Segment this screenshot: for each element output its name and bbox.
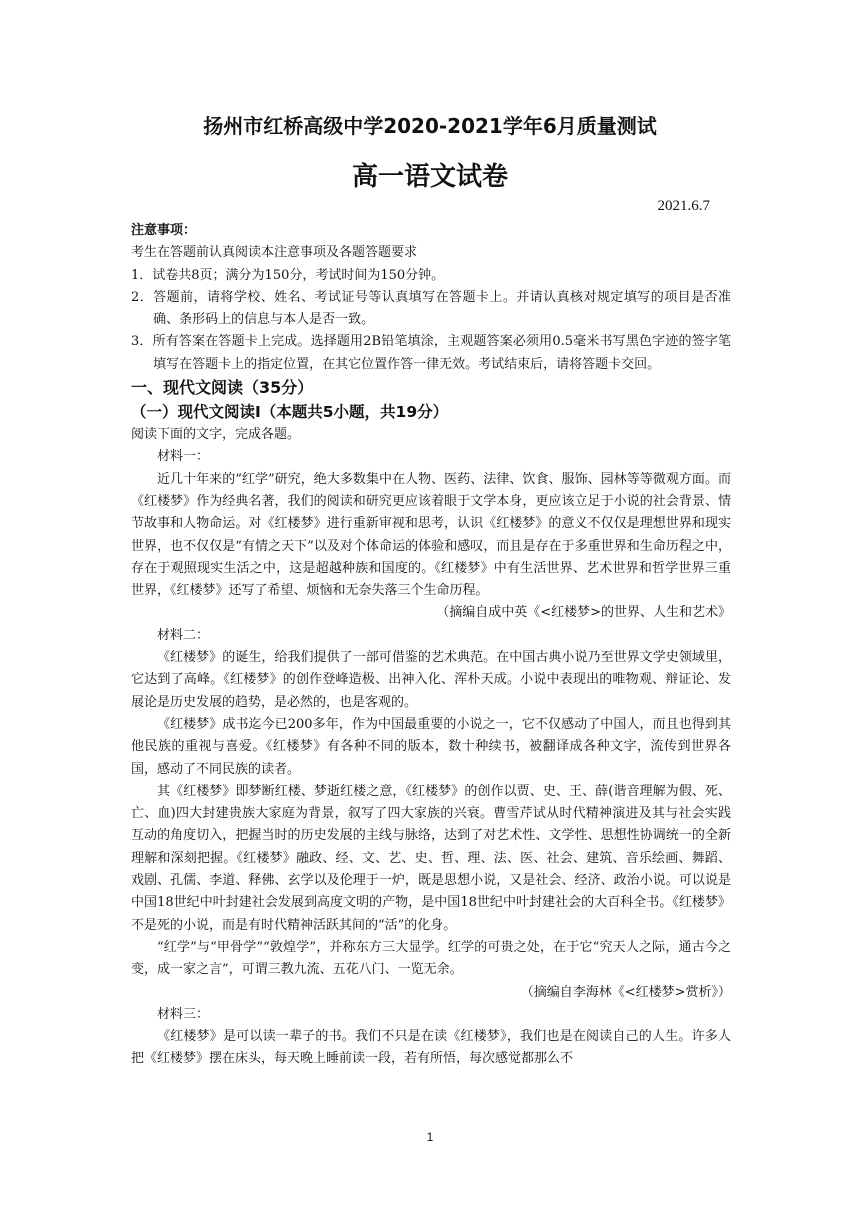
notice-item-1: 1．试卷共8页；满分为150分，考试时间为150分钟。 xyxy=(131,267,445,283)
notice-heading: 注意事项： xyxy=(131,223,197,238)
source-citation: （摘编自李海林《<红楼梦>赏析》） xyxy=(520,984,731,1000)
notice-intro: 考生在答题前认真阅读本注意事项及各题答题要求 xyxy=(131,245,418,261)
page-number: 1 xyxy=(426,1130,434,1144)
exam-content xyxy=(131,220,731,1071)
paragraph: 《红楼梦》的诞生，给我们提供了一部可借鉴的艺术典范。在中国古典小说乃至世界文学史领域里，它达到了高峰。《红楼梦》的创作登峰造极、出神入化、浑朴天成。小说中表现出的唯物观、辩证论、发展论是历史发展的趋势，是必然的，也是客观的。 xyxy=(131,650,731,710)
reading-instruction: 阅读下面的文字，完成各题。 xyxy=(131,427,301,443)
paragraph: 《红楼梦》成书迄今已200多年，作为中国最重要的小说之一，它不仅感动了中国人，而且也得到其他民族的重视与喜爱。《红楼梦》有各种不同的版本，数十种续书，被翻译成各种文字，流传到世界各国，感动了不同民族的读者。 xyxy=(131,716,731,777)
paragraph: “红学”与“甲骨学”“敦煌学”，并称东方三大显学。红学的可贵之处，在于它“究天人之际，通古今之变，成一家之言”，可谓三教九流、五花八门、一览无余。 xyxy=(131,939,731,978)
subsection-heading: （一）现代文阅读Ⅰ（本题共5小题，共19分） xyxy=(131,403,449,422)
material-label: 材料三： xyxy=(157,1006,210,1022)
exam-title: 扬州市红桥高级中学2020-2021学年6月质量测试 xyxy=(203,114,657,138)
paragraph: 近几十年来的“红学”研究，绝大多数集中在人物、医药、法律、饮食、服饰、园林等等微观方面。而《红楼梦》作为经典名著，我们的阅读和研究更应该着眼于文学本身，更应该立足于小说的社会背景、情节故事和人物命运。对《红楼梦》进行重新审视和思考，认识《红楼梦》的意义不仅仅是理想世界和现实世界，也不仅仅是“有情之天下”以及对个体命运的体验和感叹，而且是存在于多重世界和生命历程之中，存在于观照现实生活之中，这是超越种族和国度的。《红楼梦》中有生活世界、艺术世界和哲学世界三重世界，《红楼梦》还写了希望、烦恼和无奈失落三个生命历程。 xyxy=(131,471,731,599)
section-heading: 一、现代文阅读（35分） xyxy=(131,378,314,398)
material-label: 材料一： xyxy=(157,449,210,465)
notice-item-3: 3．所有答案在答题卡上完成。选择题用2B铅笔填涂，主观题答案必须用0.5毫米书写黑色字迹的签字笔填写在答题卡上的指定位置，在其它位置作答一律无效。考试结束后，请将答题卡交回。 xyxy=(131,334,731,372)
notice-item-2: 2．答题前，请将学校、姓名、考试证号等认真填写在答题卡上。并请认真核对规定填写的项目是否准确、条形码上的信息与本人是否一致。 xyxy=(131,289,731,328)
paragraph: 其《红楼梦》即梦断红楼、梦逝红楼之意，《红楼梦》的创作以贾、史、王、薛(谐音理解为假、死、亡、血)四大封建贵族大家庭为背景，叙写了四大家族的兴衰。曹雪芹试从时代精神演进及其与社会实践互动的角度切入，把握当时的历史发展的主线与脉络，达到了对艺术性、文学性、思想性协调统一的全新理解和深刻把握。《红楼梦》融政、经、文、艺、史、哲、理、法、医、社会、建筑、音乐绘画、舞蹈、戏剧、孔儒、李道、释佛、玄学以及伦理于一炉，既是思想小说，又是社会、经济、政治小说。可以说是中国18世纪中叶封建社会发展到高度文明的产物，是中国18世纪中叶封建社会的大百科全书。《红楼梦》不是死的小说，而是有时代精神活跃其间的“活”的化身。 xyxy=(131,783,731,933)
material-label: 材料二： xyxy=(157,627,210,643)
paragraph: 《红楼梦》是可以读一辈子的书。我们不只是在读《红楼梦》，我们也是在阅读自己的人生。许多人把《红楼梦》摆在床头，每天晚上睡前读一段，若有所悟，每次感觉都那么不 xyxy=(131,1029,731,1067)
source-citation: （摘编自成中英《<红楼梦>的世界、人生和艺术》 xyxy=(436,605,731,621)
exam-subtitle: 高一语文试卷 xyxy=(351,162,508,192)
exam-date: 2021.6.7 xyxy=(657,198,710,214)
